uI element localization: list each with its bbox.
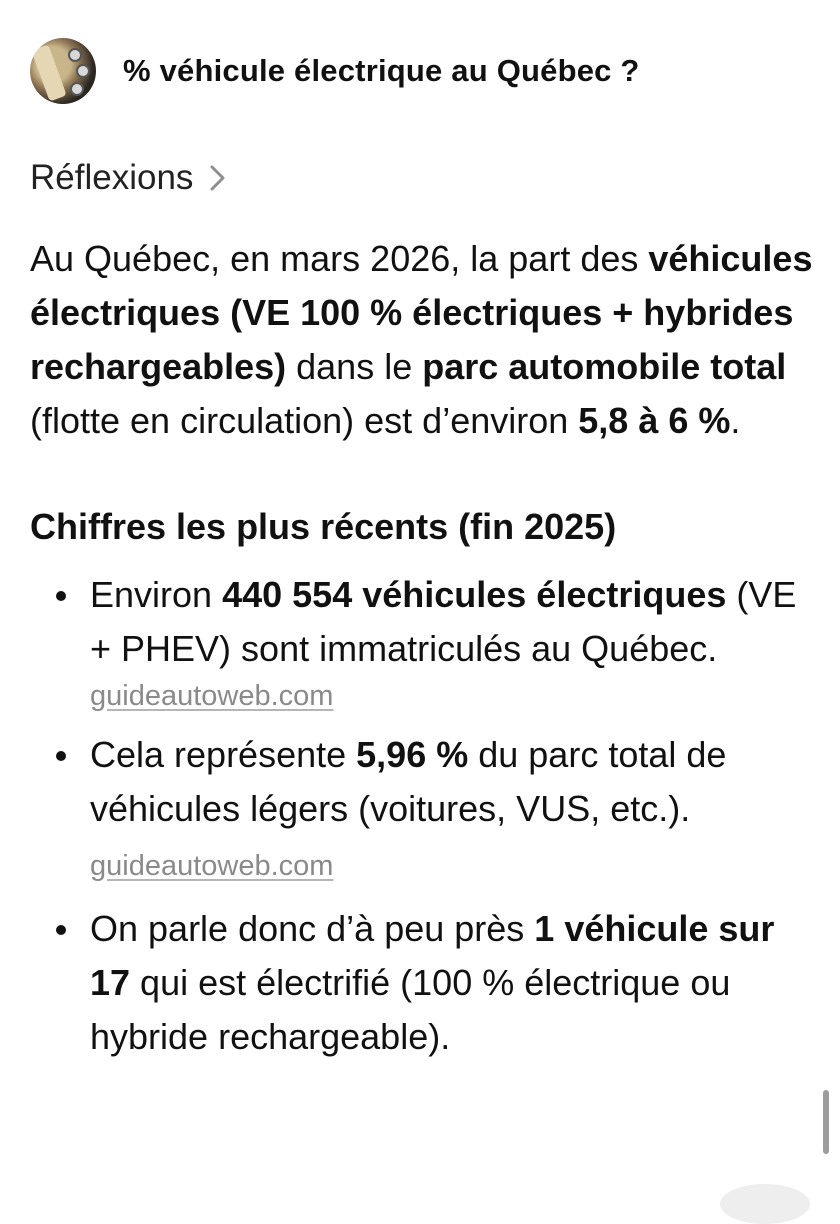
section-heading: Chiffres les plus récents (fin 2025)	[30, 506, 617, 547]
intro-text: Au Québec, en mars 2026, la part des	[30, 238, 649, 279]
reflexions-toggle[interactable]	[30, 158, 229, 198]
intro-bold: véhicules électriques (VE 100 % électriques + hybrides rechargeables)	[30, 238, 813, 387]
page-title: % véhicule électrique au Québec ?	[123, 53, 640, 88]
bullet-bold: 440 554 véhicules électriques	[222, 574, 727, 615]
bullet-bold: 1 véhicule sur 17	[90, 908, 775, 1003]
bullet-text: Cela représente	[90, 734, 357, 775]
intro-bold: 5,8 à 6 %	[578, 400, 731, 441]
bullet-icon	[56, 591, 66, 601]
intro-text: dans le	[286, 346, 423, 387]
scrollbar[interactable]	[823, 1090, 829, 1154]
bullet-text: (VE + PHEV) sont immatriculés au Québec.	[90, 574, 797, 669]
intro-paragraph	[30, 232, 820, 448]
bullet-icon	[56, 925, 66, 935]
intro-text: (flotte en circulation) est d’environ	[30, 400, 579, 441]
list-item	[30, 568, 820, 716]
chevron-right-icon	[207, 163, 229, 193]
bullet-text: qui est électrifié (100 % électrique ou hybride rechargeable).	[90, 962, 731, 1057]
scroll-button[interactable]	[720, 1184, 810, 1224]
bullet-icon	[56, 751, 66, 761]
list-item	[30, 902, 820, 1064]
bullet-text: du parc total de véhicules légers (voitures, VUS, etc.).	[90, 734, 727, 829]
source-link[interactable]: guideautoweb.com	[90, 680, 334, 712]
chat-header	[30, 36, 640, 106]
reflexions-label: Réflexions	[30, 158, 194, 197]
intro-bold: parc automobile total	[422, 346, 787, 387]
list-item	[30, 728, 820, 890]
source-link[interactable]: guideautoweb.com	[90, 850, 334, 882]
bullet-text: Environ	[90, 574, 223, 615]
answer-content	[30, 232, 820, 1076]
bullet-list	[30, 568, 820, 1064]
bullet-text: On parle donc d’à peu près	[90, 908, 535, 949]
intro-text: .	[730, 400, 741, 441]
avatar[interactable]	[30, 38, 96, 104]
bullet-bold: 5,96 %	[356, 734, 469, 775]
